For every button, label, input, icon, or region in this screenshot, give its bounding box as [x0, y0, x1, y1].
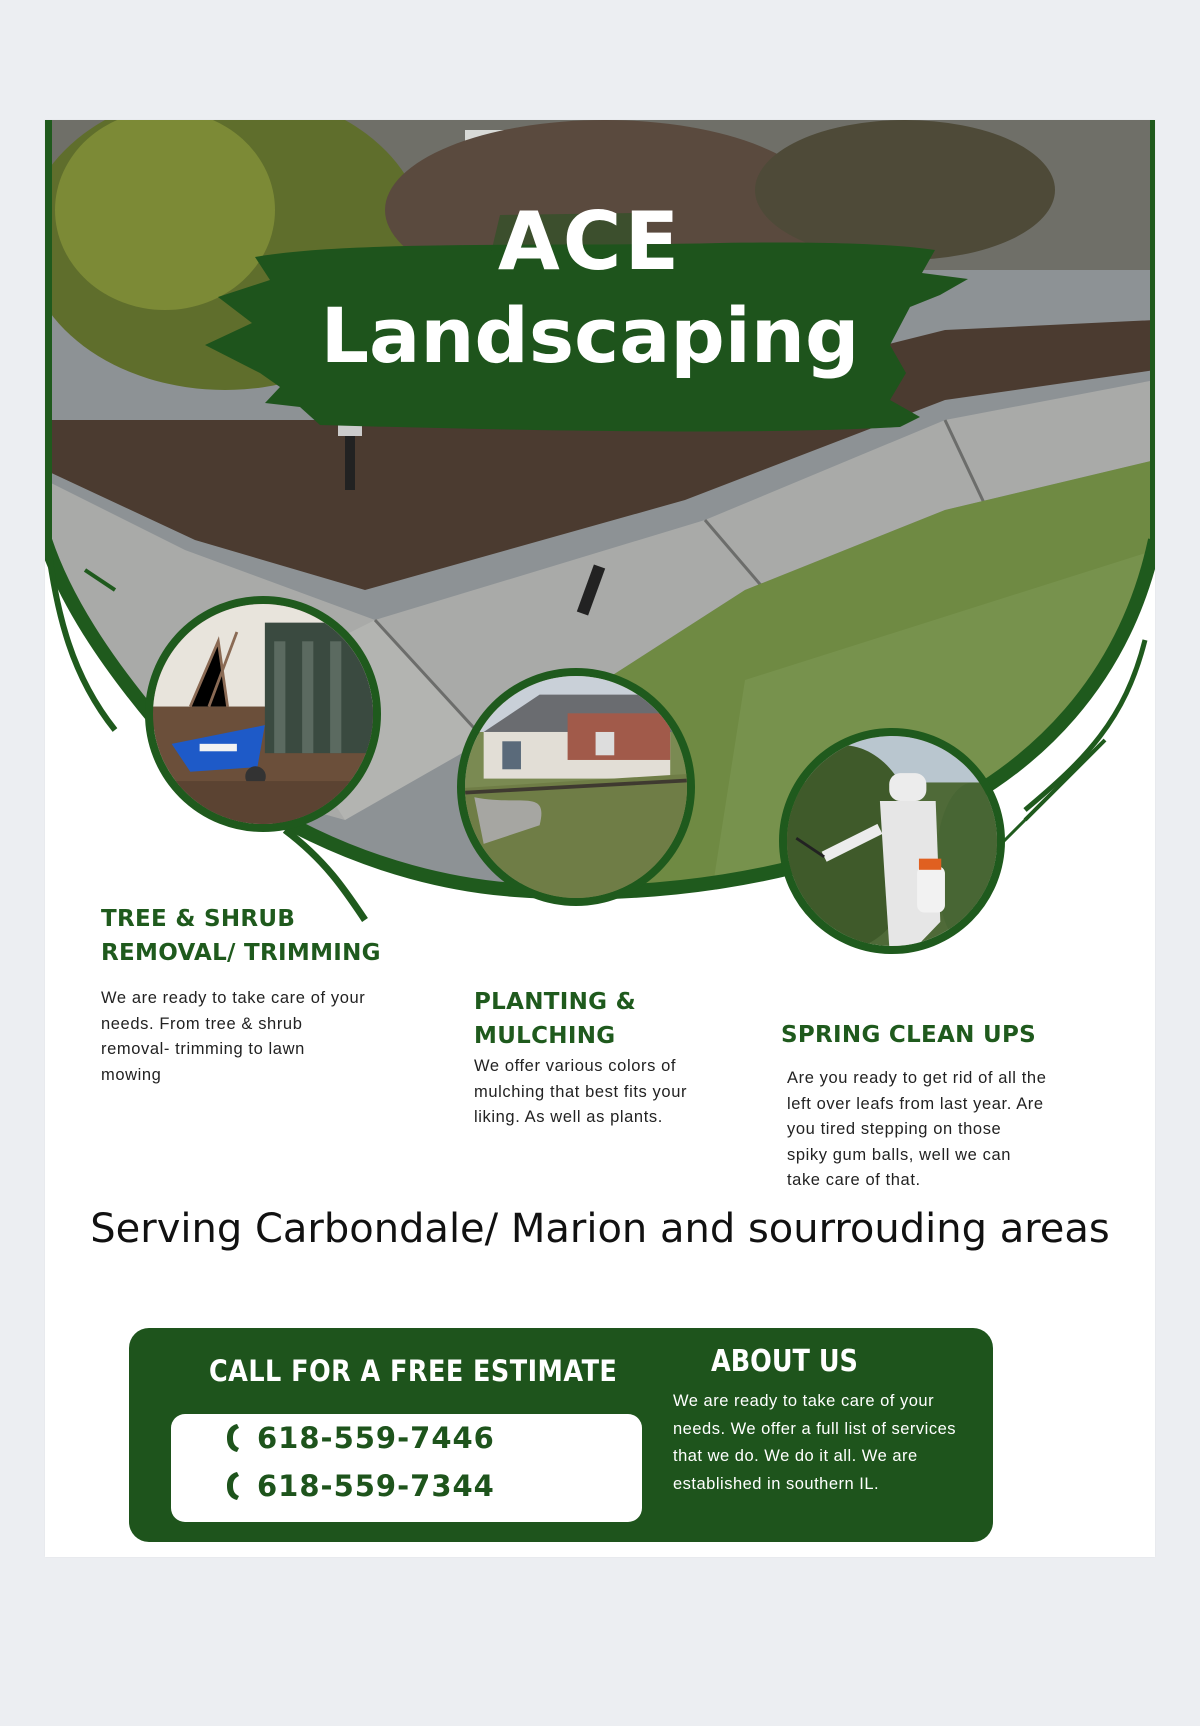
about-heading: ABOUT US — [711, 1344, 858, 1379]
phone-row-2[interactable] — [223, 1466, 495, 1506]
about-text: We are ready to take care of your needs. We offer a full list of services that we do. We do it all. We are established in southern IL. — [673, 1392, 957, 1493]
sprayer-worker-photo — [779, 728, 1005, 954]
title-banner — [200, 195, 980, 445]
phone-row-1[interactable] — [223, 1418, 495, 1458]
flyer — [45, 120, 1155, 1557]
service-desc-tree-shrub: We are ready to take care of your needs. From tree & shrub removal- trimming to lawn mowing — [101, 989, 366, 1084]
service-title-spring-cleanup: SPRING CLEAN UPS — [781, 1022, 1037, 1048]
service-title-planting: PLANTING & MULCHING — [474, 989, 637, 1049]
phone-number-1: 618-559-7446 — [257, 1421, 495, 1455]
service-desc-spring-cleanup: Are you ready to get rid of all the left over leafs from last year. Are you tired stepping on those spiky gum balls, well we can take care of that. — [787, 1069, 1047, 1189]
phone-number-2: 618-559-7344 — [257, 1469, 495, 1503]
service-desc-planting: We offer various colors of mulching that best fits your liking. As well as plants. — [474, 1057, 688, 1126]
phone-icon — [223, 1470, 243, 1502]
house-lawn-photo — [457, 668, 695, 906]
phone-card — [171, 1414, 642, 1522]
service-title-tree-shrub: TREE & SHRUB REMOVAL/ TRIMMING — [101, 906, 381, 966]
service-area-text: Serving Carbondale/ Marion and sourrouding areas — [90, 1206, 1110, 1252]
contact-box — [129, 1328, 993, 1542]
title-landscaping: Landscaping — [320, 291, 860, 380]
title-ace: ACE — [497, 195, 683, 288]
cta-heading: CALL FOR A FREE ESTIMATE — [209, 1354, 618, 1388]
phone-icon — [223, 1422, 243, 1454]
wheelbarrow-yard-photo — [145, 596, 381, 832]
